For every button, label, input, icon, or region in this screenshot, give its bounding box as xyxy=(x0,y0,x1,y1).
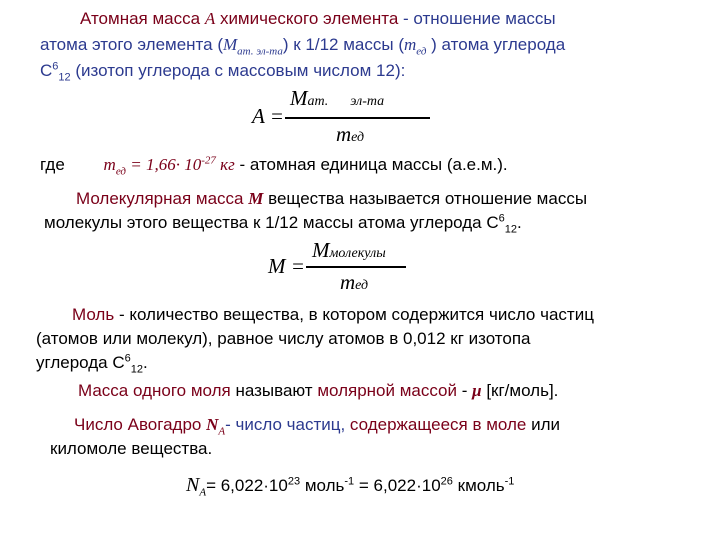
p1-line1 xyxy=(80,8,556,30)
p5-text: киломоле вещества. xyxy=(50,439,213,458)
sup-26: 26 xyxy=(440,475,453,488)
formula1-den: mед xyxy=(336,122,365,146)
var-A: A xyxy=(204,9,216,28)
sup-minus1: -1 xyxy=(344,475,355,488)
p1-text-def: - отношение массы xyxy=(398,9,556,28)
p3-text: - количество вещества, в котором содержится число частиц xyxy=(114,305,594,324)
p3-line1 xyxy=(72,304,594,326)
p1-text: (изотоп углерода с массовым числом 12): xyxy=(70,61,406,80)
var-N: N xyxy=(186,474,200,496)
formula2-fraction-bar xyxy=(306,266,406,268)
avogadro-value-kmol: = 6,022·10 xyxy=(354,476,441,495)
term-mole: Моль xyxy=(72,305,115,324)
p4-line xyxy=(78,380,558,402)
p4-text: - xyxy=(457,381,473,400)
p4-units: [кг/моль]. xyxy=(481,381,559,400)
sup-minus1: -1 xyxy=(504,475,515,488)
formula1-lhs: A = xyxy=(252,104,284,128)
var-M: M xyxy=(223,35,238,54)
p2-line2 xyxy=(44,212,522,234)
formula1-num: Mат. эл-та xyxy=(290,86,385,110)
p3-period: . xyxy=(143,353,148,372)
var-M: M xyxy=(248,189,264,208)
sup-23: 23 xyxy=(287,475,301,488)
p5-line1 xyxy=(74,414,560,436)
p1-text: атома этого элемента ( xyxy=(40,35,223,54)
where-label: где xyxy=(40,155,65,174)
p3-line3 xyxy=(36,352,148,374)
var-N: N xyxy=(206,415,219,434)
formula2-lhs: M = xyxy=(268,254,305,278)
sub-12: 12 xyxy=(504,223,518,236)
formula-avogadro xyxy=(186,474,514,497)
p3-text: (атомов или молекул), равное числу атомов в 0,012 кг изотопа xyxy=(36,329,531,348)
p4-text: называют xyxy=(230,381,318,400)
unit-mol: моль xyxy=(300,476,345,495)
p2-text: вещества называется отношение массы xyxy=(263,189,588,208)
unit-kmol: кмоль xyxy=(452,476,505,495)
sub-12: 12 xyxy=(130,363,143,376)
var-m-ed: m xyxy=(103,155,116,174)
p5-text: или xyxy=(526,415,561,434)
sup-6: 6 xyxy=(52,60,59,73)
p1-line2 xyxy=(40,34,565,56)
term-avogadro: Число Авогадро xyxy=(74,415,202,434)
term-molecular-mass: Молекулярная масса xyxy=(76,189,244,208)
formula2-num: Mмолекулы xyxy=(312,238,386,262)
formula2-den: mед xyxy=(340,270,369,294)
p1-line3 xyxy=(40,60,405,82)
amu-value: = 1,66· 10 xyxy=(126,155,202,174)
p5-text-highlight: содержащееся в моле xyxy=(349,415,527,434)
sub-ed: ед xyxy=(115,165,127,178)
term-atomic-mass: Атомная масса xyxy=(80,9,201,28)
sup-exp: -27 xyxy=(201,154,216,167)
p1-text: ) атома углерода xyxy=(426,35,566,54)
where-line xyxy=(40,154,508,176)
term-mass-of-mole: Масса одного моля xyxy=(78,381,231,400)
sub-A: A xyxy=(199,486,207,499)
p1-text: химического элемента xyxy=(219,9,399,28)
p2-period: . xyxy=(517,213,522,232)
p5-line2 xyxy=(50,438,212,460)
p2-text: молекулы этого вещества к 1/12 массы атома углерода С xyxy=(44,213,499,232)
sub-A: A xyxy=(218,425,226,438)
where-desc: - атомная единица массы (а.е.м.). xyxy=(234,155,508,174)
p1-text: ) к 1/12 массы ( xyxy=(282,35,404,54)
formula1-fraction-bar xyxy=(285,117,430,119)
amu-unit: кг xyxy=(215,155,235,174)
p2-line1 xyxy=(76,188,587,210)
p3-line2 xyxy=(36,328,531,350)
var-m: m xyxy=(403,35,417,54)
sub-ed: ед xyxy=(416,45,427,58)
sup-6: 6 xyxy=(498,212,505,225)
carbon-symbol: С xyxy=(40,61,53,80)
p5-text: - число частиц, xyxy=(225,415,350,434)
var-mu: μ xyxy=(472,381,482,400)
term-molar-mass: молярной массой xyxy=(317,381,458,400)
p3-text: углерода С xyxy=(36,353,125,372)
sub-at-el: ат. эл-та xyxy=(237,45,283,58)
avogadro-value: = 6,022·10 xyxy=(206,476,288,495)
sup-6: 6 xyxy=(124,352,131,365)
sub-12: 12 xyxy=(58,71,71,84)
